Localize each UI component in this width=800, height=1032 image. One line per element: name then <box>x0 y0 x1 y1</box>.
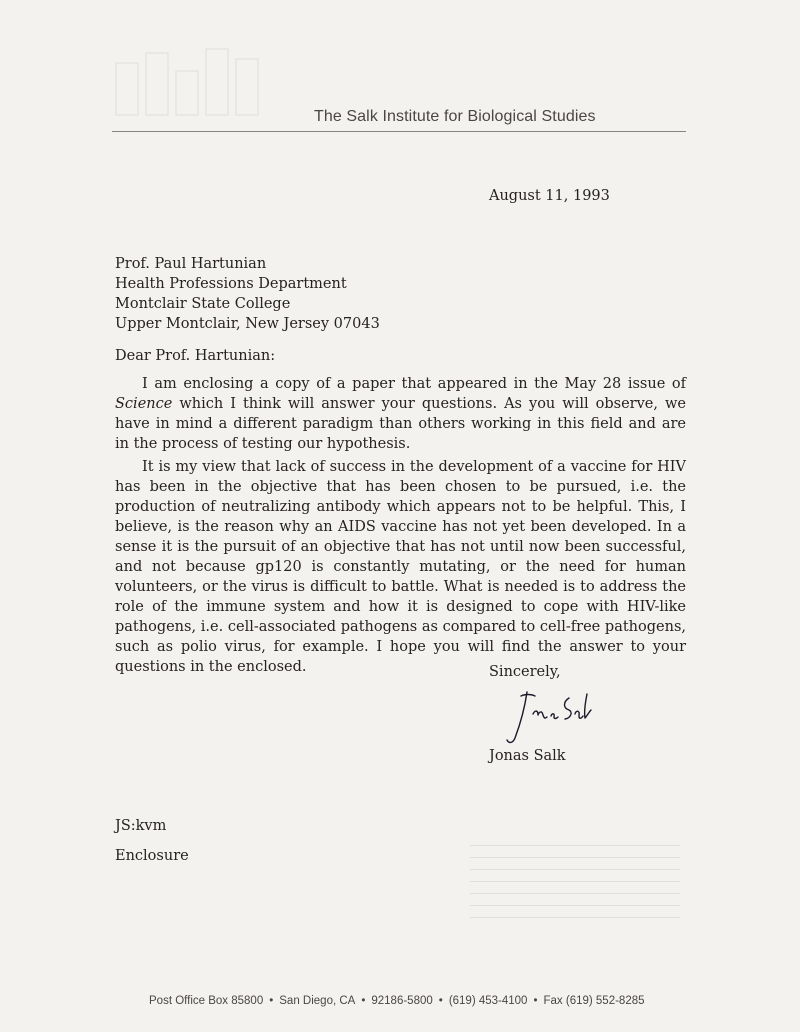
salutation: Dear Prof. Hartunian: <box>115 348 276 364</box>
footer-zip: 92186-5800 <box>371 995 433 1007</box>
footer-separator: • <box>438 995 443 1007</box>
recipient-name: Prof. Paul Hartunian <box>115 256 267 272</box>
letterhead-footer <box>149 995 669 1007</box>
paragraph-line: role of the immune system and how it is designed to cope with HIV-like <box>115 599 686 615</box>
footer-fax: Fax (619) 552-8285 <box>543 995 645 1007</box>
paragraph-line <box>115 394 686 414</box>
recipient-city-state-zip: Upper Montclair, New Jersey 07043 <box>115 316 380 332</box>
paragraph-line: production of neutralizing antibody which appears not to be helpful. This, I <box>115 499 686 515</box>
paragraph-line: have in mind a different paradigm than others working in this field and are <box>115 416 686 432</box>
footer-separator: • <box>533 995 538 1007</box>
paragraph-line: I am enclosing a copy of a paper that appeared in the May 28 issue of <box>142 376 686 392</box>
closing: Sincerely, <box>489 664 561 680</box>
footer-phone: (619) 453-4100 <box>448 995 528 1007</box>
paragraph-line: and not because gp120 is constantly mutating, or the need for human <box>115 559 686 575</box>
paragraph-line: has been in the objective that has been chosen to be pursued, i.e. the <box>115 479 686 495</box>
footer-po-box: Post Office Box 85800 <box>149 995 264 1007</box>
paragraph-line: such as polio virus, for example. I hope you will find the answer to your <box>115 639 686 655</box>
paragraph-line: sense it is the pursuit of an objective that has not until now been successful, <box>115 539 686 555</box>
paragraph-line: believe, is the reason why an AIDS vaccine has not yet been developed. In a <box>115 519 686 535</box>
typist-initials: JS:kvm <box>115 818 167 834</box>
institute-name: The Salk Institute for Biological Studies <box>314 108 596 125</box>
body-paragraph-1 <box>115 374 686 454</box>
enclosure-note: Enclosure <box>115 848 189 864</box>
footer-separator: • <box>361 995 366 1007</box>
show-through-text <box>470 838 680 918</box>
salk-logo-watermark <box>112 45 262 117</box>
paragraph-line: in the process of testing our hypothesis. <box>115 436 411 452</box>
paragraph-line: pathogens, i.e. cell-associated pathogens as compared to cell-free pathogens, <box>115 619 686 635</box>
paragraph-line: questions in the enclosed. <box>115 659 307 675</box>
footer-city: San Diego, CA <box>279 995 356 1007</box>
paragraph-line: It is my view that lack of success in the development of a vaccine for HIV <box>142 459 686 475</box>
paragraph-line: volunteers, or the virus is difficult to battle. What is needed is to address the <box>115 579 686 595</box>
letterhead-rule <box>112 131 686 132</box>
handwritten-signature <box>505 688 595 748</box>
body-paragraph-2 <box>115 457 686 677</box>
signer-name: Jonas Salk <box>489 748 566 764</box>
recipient-department: Health Professions Department <box>115 276 347 292</box>
journal-name: Science <box>115 396 173 412</box>
letter-date: August 11, 1993 <box>489 188 610 204</box>
paragraph-line-text: which I think will answer your questions. As you will observe, we <box>172 396 686 412</box>
recipient-institution: Montclair State College <box>115 296 291 312</box>
footer-separator: • <box>269 995 274 1007</box>
